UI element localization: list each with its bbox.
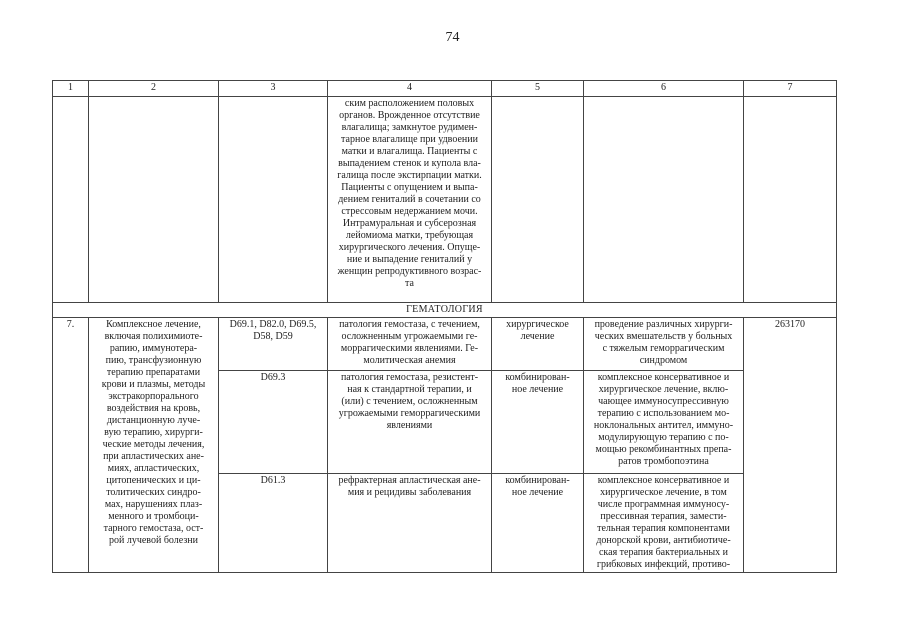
treatment-type: хирургическое лечение [492, 318, 584, 371]
column-header-row [53, 81, 837, 97]
continuation-row [53, 97, 837, 303]
empty-cell [89, 97, 219, 303]
empty-cell [584, 97, 744, 303]
patient-model: патология гемостаза, с течением, осложненным угрожаемыми ге- моррагическими явлениями. Ге- молитическая анемия [328, 318, 492, 371]
entry-number: 7. [53, 318, 89, 573]
treatment-method: комплексное консервативное и хирургическое лечение, в том числе программная иммуносу- прессивная терапия, замести- тельная терапия компонентами донорской крови, антибиотиче- ская терапия бактериальных и грибковых инфекций, противо- [584, 474, 744, 573]
column-header: 6 [584, 81, 744, 97]
treatment-method: проведение различных хирурги- ческих вмешательств у больных с тяжелым геморрагическим синдромом [584, 318, 744, 371]
treatment-type: комбинирован- ное лечение [492, 371, 584, 474]
diagnosis-codes: D69.1, D82.0, D69.5, D58, D59 [219, 318, 328, 371]
entry-name: Комплексное лечение, включая полихимиоте- рапию, иммунотера- пию, трансфузионную терапию препаратами крови и плазмы, методы экстракорпорального воздействия на кровь, дистанционную луче- вую терапию, хирурги- ческие методы лечения, при апластических ане- миях, апластических, цитопенических и ци- толитических синдро- мах, нарушениях плаз- менного и тромбоци- тарного гемостаза, ост- рой лучевой болезни [89, 318, 219, 573]
column-header: 5 [492, 81, 584, 97]
section-title: ГЕМАТОЛОГИЯ [53, 303, 837, 318]
column-header: 7 [744, 81, 837, 97]
empty-cell [492, 97, 584, 303]
section-row [53, 303, 837, 318]
page-number: 74 [445, 30, 460, 45]
diagnosis-codes: D69.3 [219, 371, 328, 474]
treatment-method: комплексное консервативное и хирургическое лечение, вклю- чающее иммуносупрессивную терапию с использованием мо- ноклональных антител, иммуно- модулирующую терапию с по- мощью рекомбинантных препа- ратов тромбопоэтина [584, 371, 744, 474]
column-header: 3 [219, 81, 328, 97]
empty-cell [219, 97, 328, 303]
diagnosis-codes: D61.3 [219, 474, 328, 573]
price-cell: 263170 [744, 318, 837, 573]
treatment-type: комбинирован- ное лечение [492, 474, 584, 573]
empty-cell [744, 97, 837, 303]
treatment-table [52, 80, 837, 573]
column-header: 4 [328, 81, 492, 97]
column-header: 2 [89, 81, 219, 97]
patient-model-continuation: ским расположением половых органов. Врожденное отсутствие влагалища; замкнутое рудимен- тарное влагалище при удвоении матки и влагалища. Пациенты с выпадением стенок и купола вла- галища после экстирпации матки. Пациенты с опущением и выпа- дением гениталий в сочетании со стрессовым недержанием мочи. Интрамуральная и субсерозная лейомиома матки, требующая хирургического лечения. Опуще- ние и выпадение гениталий у женщин репродуктивного возрас- та [328, 97, 492, 303]
table-row [53, 318, 837, 371]
patient-model: патология гемостаза, резистент- ная к стандартной терапии, и (или) с течением, осложненным угрожаемыми геморрагическими явлениями [328, 371, 492, 474]
empty-cell [53, 97, 89, 303]
patient-model: рефрактерная апластическая ане- мия и рецидивы заболевания [328, 474, 492, 573]
column-header: 1 [53, 81, 89, 97]
